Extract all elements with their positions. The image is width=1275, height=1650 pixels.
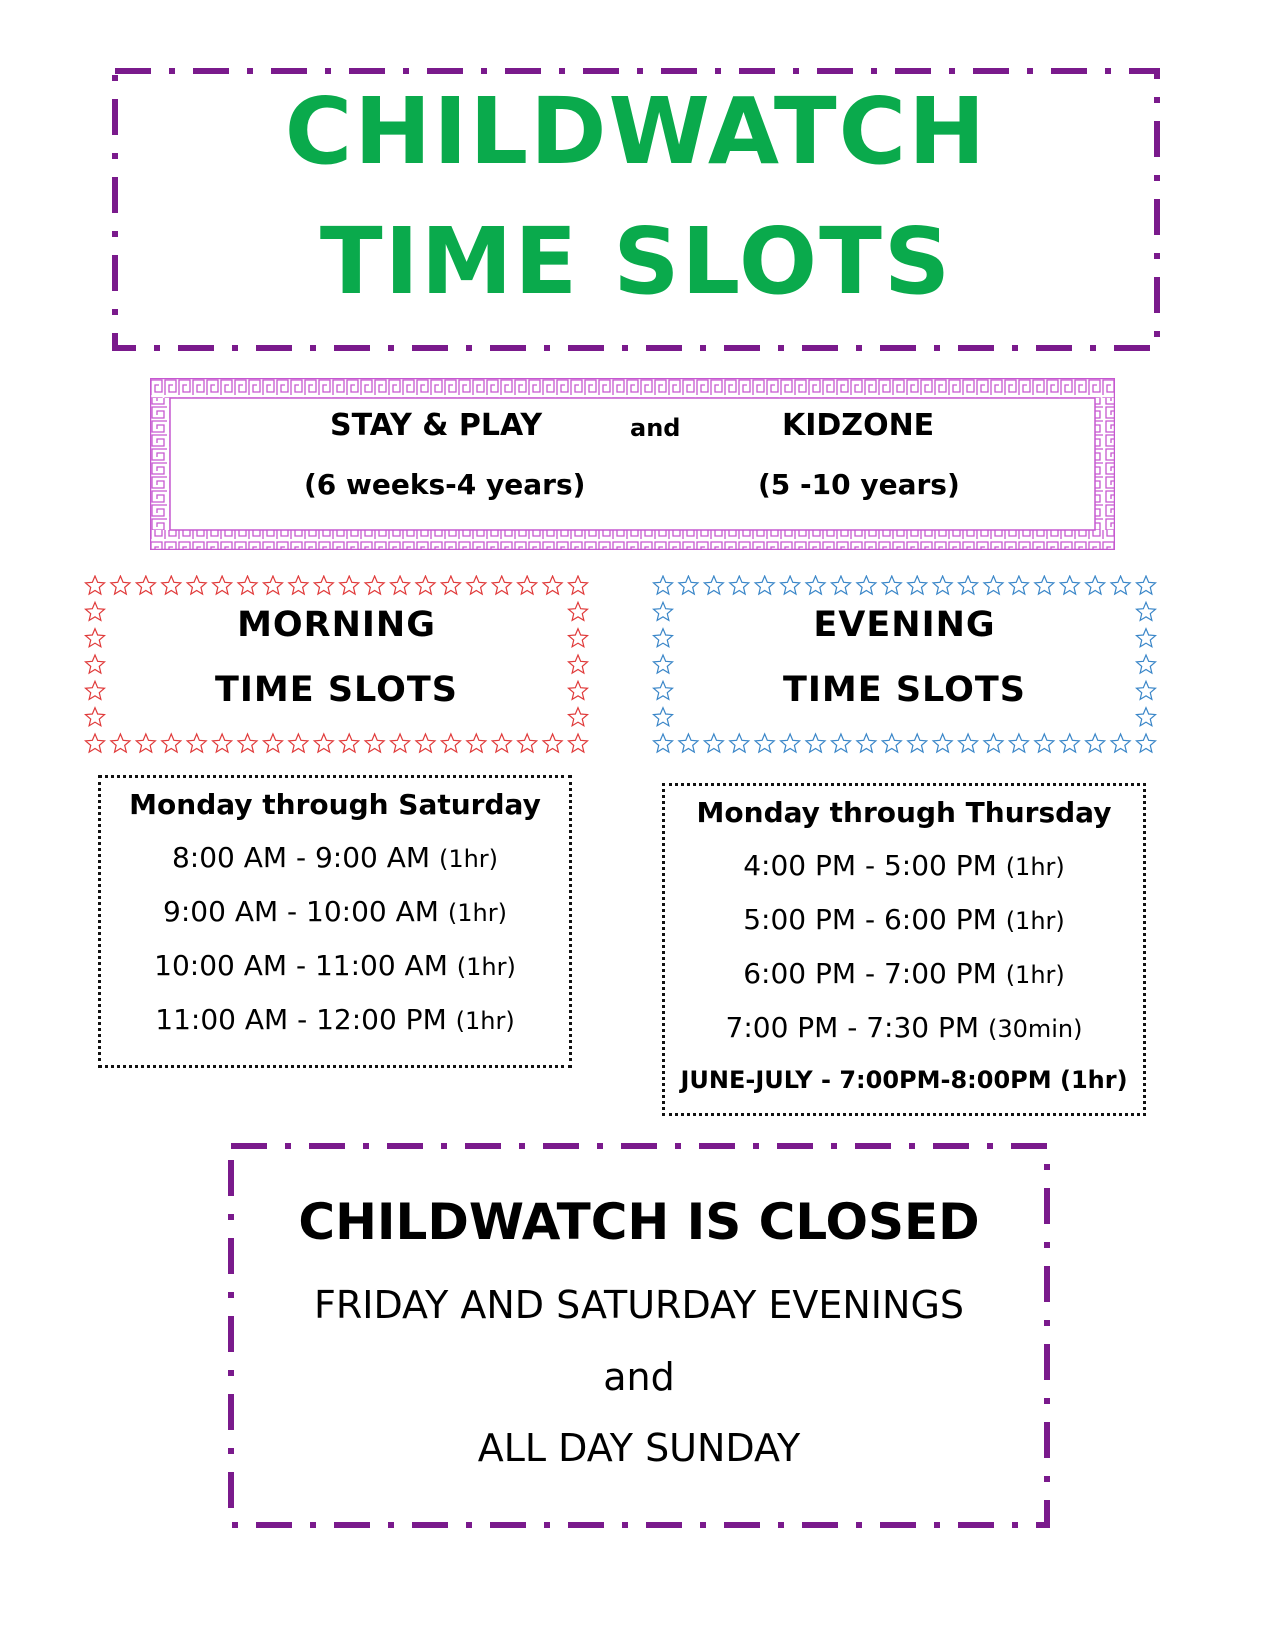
morning-slot-2: 9:00 AM - 10:00 AM (1hr) bbox=[163, 895, 507, 928]
star-icon bbox=[111, 576, 130, 594]
star-icon bbox=[518, 576, 537, 594]
star-icon bbox=[85, 576, 104, 594]
star-icon bbox=[568, 576, 587, 594]
star-icon bbox=[289, 576, 308, 594]
evening-heading-line-1: EVENING bbox=[813, 605, 996, 645]
star-icon bbox=[263, 576, 282, 594]
star-icon bbox=[781, 576, 800, 594]
star-icon bbox=[391, 576, 410, 594]
star-icon bbox=[416, 734, 435, 752]
star-icon bbox=[213, 734, 232, 752]
morning-slot-4: 11:00 AM - 12:00 PM (1hr) bbox=[155, 1003, 515, 1036]
evening-slot-3: 6:00 PM - 7:00 PM (1hr) bbox=[743, 957, 1065, 990]
stay-play-ages: (6 weeks-4 years) bbox=[304, 468, 586, 501]
star-icon bbox=[1136, 576, 1155, 594]
star-icon bbox=[1009, 576, 1028, 594]
star-icon bbox=[85, 734, 104, 752]
star-icon bbox=[882, 734, 901, 752]
closed-line-2: and bbox=[603, 1355, 675, 1399]
star-icon bbox=[162, 576, 181, 594]
star-icon bbox=[365, 576, 384, 594]
title-line-1: CHILDWATCH bbox=[284, 78, 988, 185]
star-icon bbox=[857, 734, 876, 752]
star-icon bbox=[416, 576, 435, 594]
star-icon bbox=[1060, 734, 1079, 752]
star-icon bbox=[1136, 708, 1155, 726]
star-icon bbox=[653, 576, 672, 594]
evening-heading-frame bbox=[652, 575, 1157, 755]
blue-star-border bbox=[652, 575, 1157, 755]
star-icon bbox=[679, 734, 698, 752]
star-icon bbox=[908, 576, 927, 594]
evening-slots-box bbox=[662, 783, 1146, 1116]
star-icon bbox=[111, 734, 130, 752]
star-icon bbox=[238, 576, 257, 594]
star-icon bbox=[340, 734, 359, 752]
star-icon bbox=[136, 576, 155, 594]
title-line-2: TIME SLOTS bbox=[319, 208, 953, 315]
star-icon bbox=[933, 734, 952, 752]
star-icon bbox=[1060, 576, 1079, 594]
star-icon bbox=[882, 576, 901, 594]
red-star-border bbox=[84, 575, 589, 755]
star-icon bbox=[1086, 734, 1105, 752]
closed-heading: CHILDWATCH IS CLOSED bbox=[298, 1193, 980, 1251]
star-icon bbox=[85, 708, 104, 726]
evening-heading-line-2: TIME SLOTS bbox=[783, 670, 1026, 710]
star-icon bbox=[730, 576, 749, 594]
evening-seasonal-slot: JUNE-JULY - 7:00PM-8:00PM (1hr) bbox=[680, 1066, 1128, 1094]
kidzone-ages: (5 -10 years) bbox=[758, 468, 960, 501]
star-icon bbox=[568, 734, 587, 752]
evening-days: Monday through Thursday bbox=[696, 796, 1112, 829]
star-icon bbox=[492, 734, 511, 752]
evening-slot-4: 7:00 PM - 7:30 PM (30min) bbox=[725, 1011, 1083, 1044]
star-icon bbox=[238, 734, 257, 752]
morning-heading-line-2: TIME SLOTS bbox=[215, 670, 458, 710]
programs-connector: and bbox=[630, 414, 681, 442]
star-icon bbox=[781, 734, 800, 752]
kidzone-name: KIDZONE bbox=[782, 408, 935, 443]
morning-slots-box bbox=[98, 775, 572, 1068]
star-icon bbox=[984, 734, 1003, 752]
star-icon bbox=[213, 576, 232, 594]
star-icon bbox=[340, 576, 359, 594]
star-icon bbox=[959, 734, 978, 752]
star-icon bbox=[755, 734, 774, 752]
star-icon bbox=[806, 576, 825, 594]
star-icon bbox=[653, 708, 672, 726]
star-icon bbox=[1111, 576, 1130, 594]
closed-frame bbox=[228, 1143, 1050, 1528]
evening-slot-2: 5:00 PM - 6:00 PM (1hr) bbox=[743, 903, 1065, 936]
star-icon bbox=[831, 576, 850, 594]
star-icon bbox=[187, 576, 206, 594]
star-icon bbox=[933, 576, 952, 594]
star-icon bbox=[959, 576, 978, 594]
evening-slot-1: 4:00 PM - 5:00 PM (1hr) bbox=[743, 849, 1065, 882]
star-icon bbox=[1136, 734, 1155, 752]
star-icon bbox=[543, 576, 562, 594]
star-icon bbox=[1035, 576, 1054, 594]
star-icon bbox=[136, 734, 155, 752]
star-icon bbox=[314, 734, 333, 752]
star-icon bbox=[441, 734, 460, 752]
star-icon bbox=[263, 734, 282, 752]
title-frame bbox=[112, 68, 1160, 351]
star-icon bbox=[543, 734, 562, 752]
star-icon bbox=[1035, 734, 1054, 752]
star-icon bbox=[391, 734, 410, 752]
star-icon bbox=[730, 734, 749, 752]
star-icon bbox=[365, 734, 384, 752]
star-icon bbox=[755, 576, 774, 594]
star-icon bbox=[162, 734, 181, 752]
star-icon bbox=[518, 734, 537, 752]
meander-border bbox=[150, 378, 1115, 550]
star-icon bbox=[704, 576, 723, 594]
morning-slot-1: 8:00 AM - 9:00 AM (1hr) bbox=[171, 841, 499, 874]
star-icon bbox=[653, 734, 672, 752]
closed-line-3: ALL DAY SUNDAY bbox=[477, 1426, 801, 1470]
morning-heading-line-1: MORNING bbox=[237, 605, 436, 645]
star-icon bbox=[1009, 734, 1028, 752]
star-icon bbox=[314, 576, 333, 594]
star-icon bbox=[187, 734, 206, 752]
star-icon bbox=[831, 734, 850, 752]
star-icon bbox=[806, 734, 825, 752]
star-icon bbox=[441, 576, 460, 594]
star-icon bbox=[1111, 734, 1130, 752]
star-icon bbox=[289, 734, 308, 752]
star-icon bbox=[467, 734, 486, 752]
star-icon bbox=[1086, 576, 1105, 594]
star-icon bbox=[857, 576, 876, 594]
morning-days: Monday through Saturday bbox=[129, 788, 541, 821]
stay-play-name: STAY & PLAY bbox=[330, 408, 543, 443]
star-icon bbox=[568, 708, 587, 726]
morning-heading-frame bbox=[84, 575, 589, 755]
closed-line-1: FRIDAY AND SATURDAY EVENINGS bbox=[313, 1283, 965, 1327]
morning-slot-3: 10:00 AM - 11:00 AM (1hr) bbox=[154, 949, 516, 982]
star-icon bbox=[679, 576, 698, 594]
programs-frame bbox=[150, 378, 1115, 550]
star-icon bbox=[984, 576, 1003, 594]
star-icon bbox=[908, 734, 927, 752]
star-icon bbox=[704, 734, 723, 752]
star-icon bbox=[492, 576, 511, 594]
star-icon bbox=[467, 576, 486, 594]
